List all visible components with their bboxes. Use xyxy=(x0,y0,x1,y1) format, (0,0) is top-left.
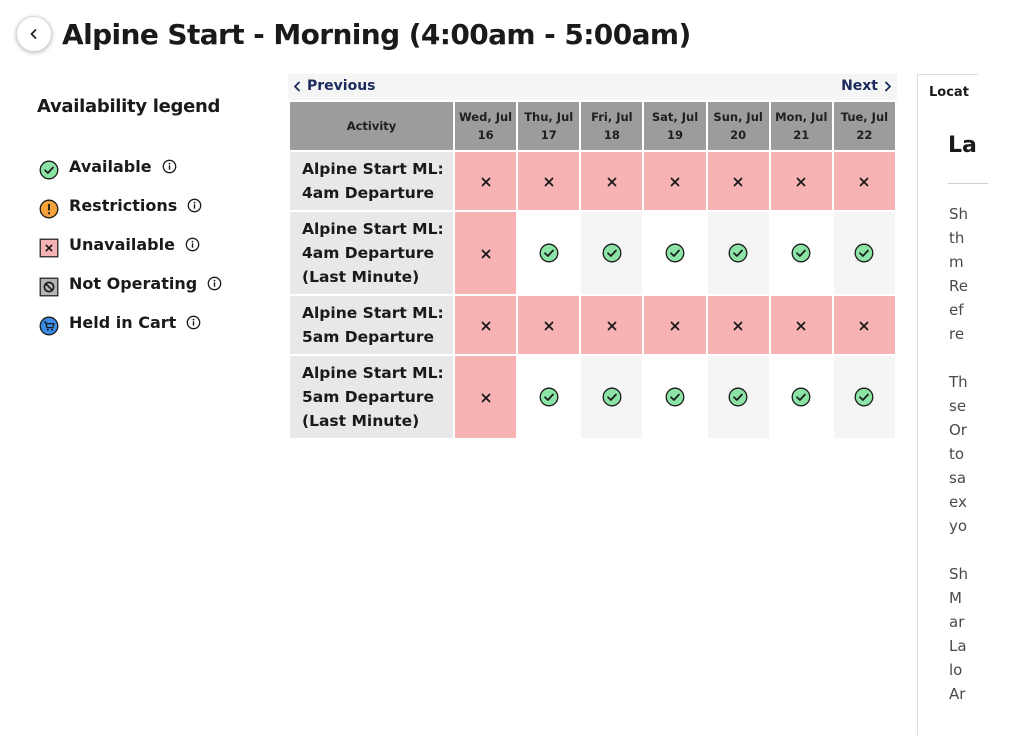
side-text-line: Sh xyxy=(949,565,969,583)
available-check-icon xyxy=(539,387,559,407)
table-row xyxy=(289,355,896,439)
side-text-line: m xyxy=(949,253,964,271)
unavailable-x-icon xyxy=(543,176,555,188)
side-text-line: Re xyxy=(949,277,968,295)
availability-cell-available[interactable] xyxy=(770,355,833,439)
unavailable-x-icon xyxy=(480,248,492,260)
activity-cell xyxy=(289,355,454,439)
unavailable-x-icon xyxy=(858,176,870,188)
table-row xyxy=(289,211,896,295)
unavailable-x-icon xyxy=(606,176,618,188)
column-header-day: Wed, Jul 16 xyxy=(454,101,517,151)
side-text-line: lo xyxy=(949,661,963,679)
legend-item-restrictions xyxy=(38,186,222,225)
info-icon[interactable] xyxy=(185,237,200,252)
available-check-icon xyxy=(728,387,748,407)
availability-cell-unavailable[interactable] xyxy=(454,295,517,355)
unavailable-x-icon xyxy=(795,176,807,188)
availability-cell-available[interactable] xyxy=(833,355,896,439)
availability-cell-unavailable[interactable] xyxy=(770,151,833,211)
unavailable-x-icon xyxy=(669,176,681,188)
info-icon[interactable] xyxy=(186,315,201,330)
unavailable-x-icon xyxy=(858,320,870,332)
availability-table xyxy=(288,100,897,440)
info-icon[interactable] xyxy=(162,159,177,174)
activity-cell xyxy=(289,211,454,295)
unavailable-x-icon xyxy=(480,320,492,332)
availability-cell-available[interactable] xyxy=(580,211,643,295)
side-text-line: re xyxy=(949,325,965,343)
activity-label-line: Alpine Start ML: xyxy=(302,304,444,322)
unavailable-x-icon xyxy=(480,176,492,188)
side-text-line: ex xyxy=(949,493,967,511)
activity-cell xyxy=(289,295,454,355)
legend-list xyxy=(38,147,222,342)
activity-label-line: (Last Minute) xyxy=(302,268,420,286)
availability-cell-unavailable[interactable] xyxy=(517,295,580,355)
column-header-day: Tue, Jul 22 xyxy=(833,101,896,151)
side-panel xyxy=(917,74,978,735)
available-check-icon xyxy=(539,243,559,263)
availability-cell-unavailable[interactable] xyxy=(833,151,896,211)
side-text-line: yo xyxy=(949,517,968,535)
activity-label-line: (Last Minute) xyxy=(302,412,420,430)
availability-cell-available[interactable] xyxy=(833,211,896,295)
chevron-right-icon xyxy=(884,81,892,92)
side-text-line xyxy=(949,346,1009,370)
calendar-nav xyxy=(288,74,897,100)
unavailable-x-icon xyxy=(669,320,681,332)
side-text-line: La xyxy=(949,637,967,655)
side-text-line: Sh xyxy=(949,205,969,223)
availability-cell-available[interactable] xyxy=(517,211,580,295)
not-operating-icon xyxy=(38,276,60,298)
availability-cell-unavailable[interactable] xyxy=(643,295,706,355)
availability-cell-unavailable[interactable] xyxy=(454,151,517,211)
cart-icon xyxy=(38,315,60,337)
info-icon[interactable] xyxy=(207,276,222,291)
side-text-line xyxy=(949,538,1009,562)
column-header-day: Mon, Jul 21 xyxy=(770,101,833,151)
chevron-left-icon xyxy=(28,28,40,40)
available-check-icon xyxy=(791,387,811,407)
availability-cell-unavailable[interactable] xyxy=(580,295,643,355)
tab-location[interactable]: Locat xyxy=(929,85,969,100)
availability-cell-unavailable[interactable] xyxy=(770,295,833,355)
unavailable-x-icon xyxy=(543,320,555,332)
activity-label-line: 4am Departure xyxy=(302,184,434,202)
availability-cell-available[interactable] xyxy=(580,355,643,439)
availability-cell-unavailable[interactable] xyxy=(580,151,643,211)
activity-label-line: Alpine Start ML: xyxy=(302,364,444,382)
previous-button[interactable] xyxy=(293,78,376,94)
activity-label-line: 4am Departure xyxy=(302,244,434,262)
availability-cell-available[interactable] xyxy=(517,355,580,439)
header-row xyxy=(289,101,896,151)
column-header-activity: Activity xyxy=(289,101,454,151)
side-panel-text xyxy=(949,202,1009,706)
available-check-icon xyxy=(602,387,622,407)
legend-label: Unavailable xyxy=(69,235,175,254)
available-check-icon xyxy=(665,387,685,407)
legend-label: Held in Cart xyxy=(69,313,177,332)
side-text-line: ef xyxy=(949,301,964,319)
info-icon[interactable] xyxy=(187,198,202,213)
back-button[interactable] xyxy=(16,16,52,52)
availability-cell-available[interactable] xyxy=(770,211,833,295)
side-text-line: ar xyxy=(949,613,965,631)
column-header-day: Fri, Jul 18 xyxy=(580,101,643,151)
availability-calendar xyxy=(288,74,897,440)
unavailable-x-icon xyxy=(606,320,618,332)
activity-label-line: Alpine Start ML: xyxy=(302,160,444,178)
activity-label-line: 5am Departure xyxy=(302,388,434,406)
availability-cell-unavailable[interactable] xyxy=(707,151,770,211)
unavailable-x-icon xyxy=(732,176,744,188)
available-check-icon xyxy=(791,243,811,263)
column-header-day: Sun, Jul 20 xyxy=(707,101,770,151)
available-check-icon xyxy=(728,243,748,263)
available-check-icon xyxy=(854,243,874,263)
availability-cell-available[interactable] xyxy=(643,211,706,295)
side-text-line: Th xyxy=(949,373,968,391)
unavailable-x-icon xyxy=(732,320,744,332)
column-header-day: Thu, Jul 17 xyxy=(517,101,580,151)
availability-cell-unavailable[interactable] xyxy=(833,295,896,355)
available-check-icon xyxy=(602,243,622,263)
side-text-line: Or xyxy=(949,421,967,439)
column-header-day: Sat, Jul 19 xyxy=(643,101,706,151)
availability-cell-unavailable[interactable] xyxy=(517,151,580,211)
table-row xyxy=(289,295,896,355)
legend-item-not-operating xyxy=(38,264,222,303)
available-check-icon xyxy=(665,243,685,263)
table-body xyxy=(289,151,896,439)
divider xyxy=(948,183,988,184)
activity-cell xyxy=(289,151,454,211)
restriction-exclamation-icon xyxy=(38,198,60,220)
side-text-line: se xyxy=(949,397,967,415)
availability-cell-available[interactable] xyxy=(707,211,770,295)
page-title: Alpine Start - Morning (4:00am - 5:00am) xyxy=(62,18,691,51)
available-check-icon xyxy=(38,159,60,181)
activity-label-line: 5am Departure xyxy=(302,328,434,346)
side-text-line: th xyxy=(949,229,965,247)
legend-label: Available xyxy=(69,157,152,176)
previous-label: Previous xyxy=(307,78,376,94)
legend-label: Restrictions xyxy=(69,196,178,215)
legend-title: Availability legend xyxy=(37,96,221,117)
table-row xyxy=(289,151,896,211)
unavailable-x-icon xyxy=(480,392,492,404)
chevron-left-icon xyxy=(293,81,301,92)
unavailable-x-icon xyxy=(795,320,807,332)
side-text-line: sa xyxy=(949,469,967,487)
availability-cell-unavailable[interactable] xyxy=(454,355,517,439)
side-text-line: M xyxy=(949,589,962,607)
availability-cell-unavailable[interactable] xyxy=(454,211,517,295)
activity-label-line: Alpine Start ML: xyxy=(302,220,444,238)
next-button[interactable] xyxy=(841,78,892,94)
available-check-icon xyxy=(854,387,874,407)
availability-cell-unavailable[interactable] xyxy=(707,295,770,355)
legend-item-unavailable xyxy=(38,225,222,264)
next-label: Next xyxy=(841,78,878,94)
legend-item-held-in-cart xyxy=(38,303,222,342)
availability-cell-available[interactable] xyxy=(643,355,706,439)
side-text-line: to xyxy=(949,445,965,463)
legend-item-available xyxy=(38,147,222,186)
availability-cell-available[interactable] xyxy=(707,355,770,439)
unavailable-x-icon xyxy=(38,237,60,259)
side-panel-heading: La xyxy=(948,133,977,158)
side-text-line: Ar xyxy=(949,685,966,703)
availability-cell-unavailable[interactable] xyxy=(643,151,706,211)
legend-label: Not Operating xyxy=(69,274,198,293)
